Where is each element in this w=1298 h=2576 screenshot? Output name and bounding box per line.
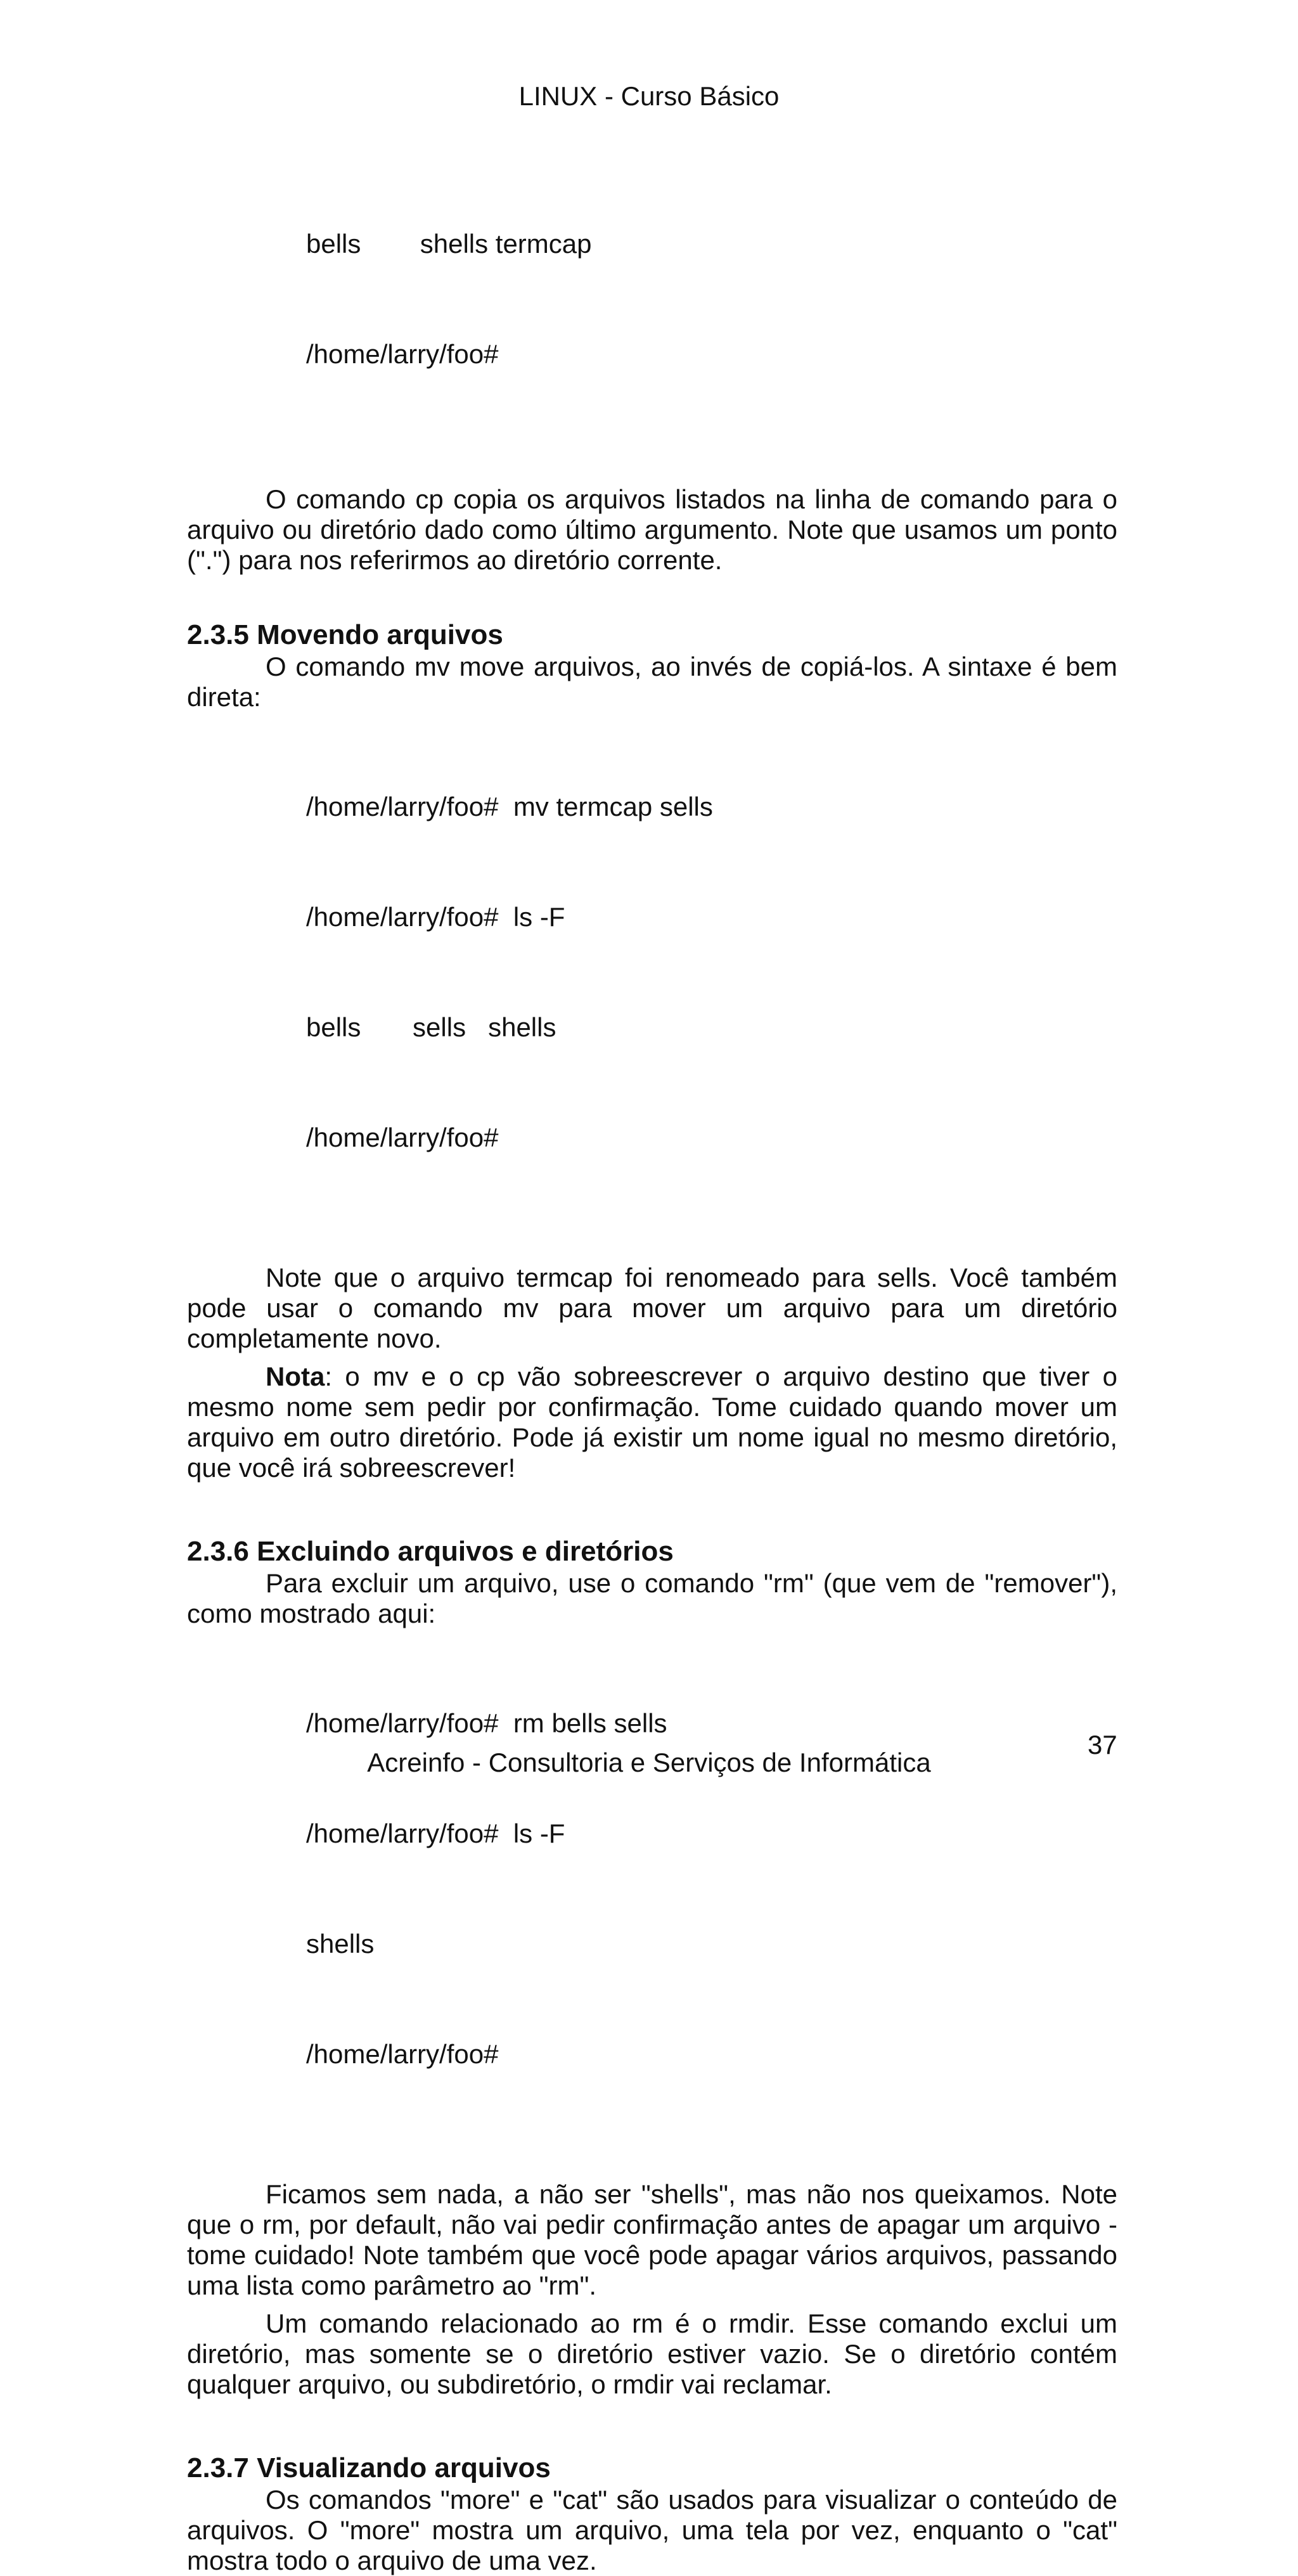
page-number: 37 [1088,1730,1117,1760]
page-footer: Acreinfo - Consultoria e Serviços de Informática [367,1748,931,1777]
code-listing-mv [187,715,1117,1230]
page-body [187,152,1117,2576]
section-heading-2-3-7: 2.3.7 Visualizando arquivos [187,2452,551,2483]
code-listing-rm [187,1632,1117,2146]
paragraph-more-cat: Os comandos "more" e "cat" são usados para visualizar o conteúdo de arquivos. O "more" mostra um arquivo, uma tela por vez, enquanto o "cat" mostra todo o arquivo de uma vez. [187,2485,1117,2575]
code-listing-ls [187,152,1117,446]
code-line: /home/larry/foo# mv termcap sells [306,792,713,821]
paragraph-nota [187,1362,1117,1483]
code-line: shells [306,1929,375,1959]
code-line: bells shells termcap [306,229,592,259]
section-heading-2-3-6: 2.3.6 Excluindo arquivos e diretórios [187,1536,674,1567]
section-heading-2-3-5: 2.3.5 Movendo arquivos [187,619,503,650]
paragraph-mv-intro: O comando mv move arquivos, ao invés de copiá-los. A sintaxe é bem direta: [187,652,1117,712]
code-line: /home/larry/foo# [306,339,499,369]
code-line: bells sells shells [306,1012,556,1042]
paragraph-rm-intro: Para excluir um arquivo, use o comando "rm" (que vem de "remover"), como mostrado aqui: [187,1568,1117,1628]
code-line: /home/larry/foo# rm bells sells [306,1708,667,1738]
code-line: /home/larry/foo# [306,1123,499,1152]
nota-text: : o mv e o cp vão sobreescrever o arquivo destino que tiver o mesmo nome sem pedir por confirmação. Tome cuidado quando mover um arquivo em outro diretório. Pode já existir um nome igual no mesmo diretório, que você irá sobreescrever! [187,1362,1117,1483]
paragraph-rmdir: Um comando relacionado ao rm é o rmdir. Esse comando exclui um diretório, mas somente se o diretório estiver vazio. Se o diretório contém qualquer arquivo, ou subdiretório, o rmdir vai reclamar. [187,2309,1117,2399]
paragraph-rm-explanation: Ficamos sem nada, a não ser "shells", mas não nos queixamos. Note que o rm, por default, não vai pedir confirmação antes de apagar um arquivo - tome cuidado! Note também que você pode apagar vários arquivos, passando uma lista como parâmetro ao "rm". [187,2179,1117,2300]
nota-label: Nota [266,1362,325,1391]
running-header: LINUX - Curso Básico [518,81,780,111]
code-line: /home/larry/foo# ls -F [306,1819,565,1848]
paragraph-mv-note: Note que o arquivo termcap foi renomeado para sells. Você também pode usar o comando mv para mover um arquivo para um diretório completamente novo. [187,1263,1117,1353]
paragraph-cp-explanation: O comando cp copia os arquivos listados na linha de comando para o arquivo ou diretório dado como último argumento. Note que usamos um ponto (".") para nos referirmos ao diretório corrente. [187,484,1117,575]
code-line: /home/larry/foo# ls -F [306,902,565,932]
code-line: /home/larry/foo# [306,2039,499,2069]
